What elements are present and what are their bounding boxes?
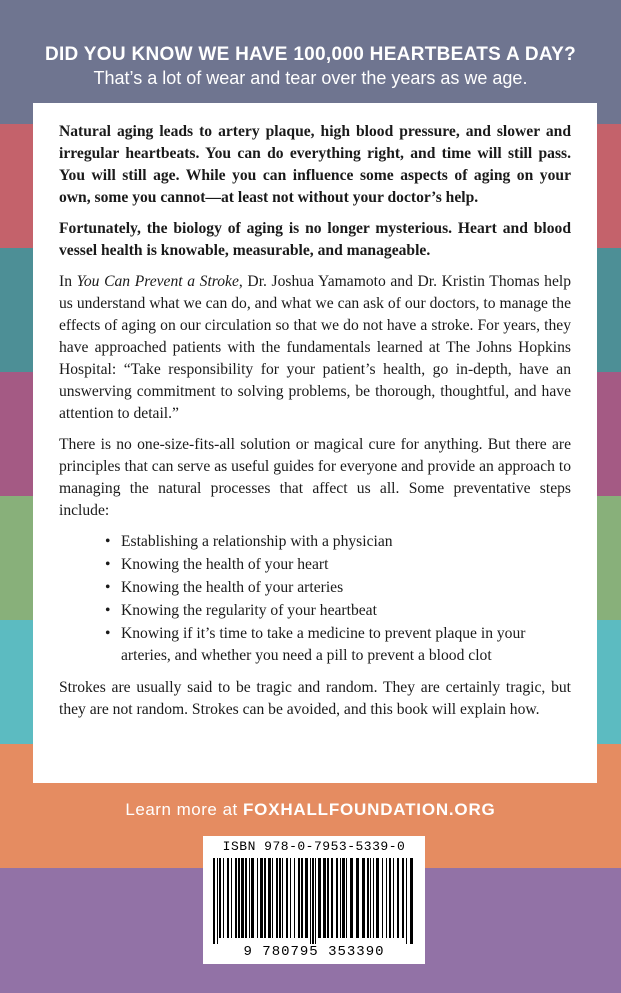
website-link[interactable]: FOXHALLFOUNDATION.ORG bbox=[242, 800, 496, 819]
barcode-bar bbox=[272, 858, 273, 938]
barcode-bar bbox=[219, 858, 221, 938]
barcode-bar bbox=[331, 858, 333, 938]
barcode-bar bbox=[305, 858, 308, 938]
barcode-bar bbox=[346, 858, 347, 938]
authors-paragraph-body: , Dr. Joshua Yamamoto and Dr. Kristin Thomas help us understand what we can do, and what we can ask of our doctors, to manage the effects of aging on our circulation so that we do not have a stroke. For years, they have approached patients with the fundamentals learned at The Johns Hopkins Hospital: “Take responsibility for your patient’s health, go in-depth, have an unswerving commitment to solving problems, be thorough, thoughtful, and have attention to detail.” bbox=[59, 273, 571, 422]
barcode-bar bbox=[356, 858, 359, 938]
learn-more-line bbox=[0, 800, 621, 820]
barcode-bar bbox=[264, 858, 266, 938]
barcode-bar bbox=[312, 858, 314, 944]
barcode-bar bbox=[389, 858, 391, 938]
barcode-bar bbox=[376, 858, 379, 938]
barcode-bar bbox=[386, 858, 387, 938]
barcode-bar bbox=[276, 858, 278, 938]
barcode-bar bbox=[227, 858, 229, 938]
subhead: That’s a lot of wear and tear over the years as we age. bbox=[93, 68, 528, 88]
barcode-bar bbox=[323, 858, 326, 938]
barcode-bar bbox=[318, 858, 321, 938]
barcode-bar bbox=[410, 858, 413, 944]
barcode-bar bbox=[340, 858, 341, 938]
barcode-bar bbox=[406, 858, 407, 944]
isbn-barcode bbox=[203, 836, 425, 964]
list-item: • Knowing if it’s time to take a medicine to prevent plaque in your arteries, and whether you need a pill to prevent a blood clot bbox=[121, 623, 571, 667]
barcode-bar bbox=[373, 858, 374, 938]
barcode-bar bbox=[342, 858, 345, 938]
barcode-bar bbox=[249, 858, 250, 938]
isbn-number: 9 780795 353390 bbox=[243, 944, 385, 960]
book-title: You Can Prevent a Stroke bbox=[76, 273, 239, 290]
list-item: • Knowing the health of your heart bbox=[121, 554, 571, 576]
biology-paragraph: Fortunately, the biology of aging is no longer mysterious. Heart and blood vessel health is knowable, measurable, and manageable. bbox=[59, 220, 571, 259]
barcode-bar bbox=[245, 858, 247, 938]
headline: DID YOU KNOW WE HAVE 100,000 HEARTBEATS A DAY? bbox=[44, 44, 577, 65]
authors-paragraph-lead: In bbox=[59, 273, 77, 290]
barcode-bar bbox=[260, 858, 263, 938]
list-item: • Knowing the health of your arteries bbox=[121, 577, 571, 599]
barcode-bar bbox=[217, 858, 218, 944]
barcode-bar bbox=[402, 858, 404, 938]
barcode-bar bbox=[298, 858, 300, 938]
barcode-bar bbox=[251, 858, 254, 938]
barcode-bar bbox=[294, 858, 295, 938]
barcode-bar bbox=[257, 858, 258, 938]
description-panel bbox=[33, 103, 597, 783]
authors-paragraph bbox=[59, 271, 571, 425]
principles-paragraph: There is no one-size-fits-all solution or magical cure for anything. But there are principles that can serve as useful guides for everyone and provide an approach to managing the natural processes that affect us all. Some preventative steps include: bbox=[59, 436, 571, 519]
list-item: • Knowing the regularity of your heartbeat bbox=[121, 600, 571, 622]
barcode-bar bbox=[301, 858, 303, 938]
barcode-bar bbox=[393, 858, 394, 938]
barcode-bar bbox=[238, 858, 240, 938]
barcode-bars bbox=[211, 858, 417, 944]
barcode-bar bbox=[213, 858, 215, 944]
barcode-bar bbox=[286, 858, 288, 938]
barcode-bar bbox=[327, 858, 329, 938]
list-item: • Establishing a relationship with a physician bbox=[121, 531, 571, 553]
barcode-bar bbox=[370, 858, 371, 938]
barcode-bar bbox=[350, 858, 353, 938]
closing-paragraph: Strokes are usually said to be tragic and random. They are certainly tragic, but they are not random. Strokes can be avoided, and this book will explain how. bbox=[59, 679, 571, 718]
barcode-bar bbox=[397, 858, 399, 938]
barcode-bar bbox=[282, 858, 283, 938]
barcode-bar bbox=[315, 858, 316, 944]
barcode-bar bbox=[367, 858, 369, 938]
barcode-bar bbox=[362, 858, 365, 938]
barcode-bar bbox=[336, 858, 338, 938]
barcode-bar bbox=[241, 858, 244, 938]
barcode-bar bbox=[279, 858, 281, 938]
isbn-label: ISBN 978-0-7953-5339-0 bbox=[222, 839, 406, 854]
barcode-bar bbox=[382, 858, 383, 938]
steps-list bbox=[59, 531, 571, 667]
barcode-bar bbox=[235, 858, 237, 938]
barcode-bar bbox=[223, 858, 224, 938]
learn-more-prefix: Learn more at bbox=[125, 800, 243, 819]
intro-paragraph: Natural aging leads to artery plaque, high blood pressure, and slower and irregular heartbeats. You can do everything right, and time will still pass. You will still age. While you can influence some aspects of aging on your own, some you cannot—at least not without your doctor’s help. bbox=[59, 123, 571, 206]
barcode-bar bbox=[231, 858, 232, 938]
barcode-bar bbox=[290, 858, 291, 938]
barcode-bar bbox=[268, 858, 271, 938]
barcode-bar bbox=[310, 858, 311, 944]
